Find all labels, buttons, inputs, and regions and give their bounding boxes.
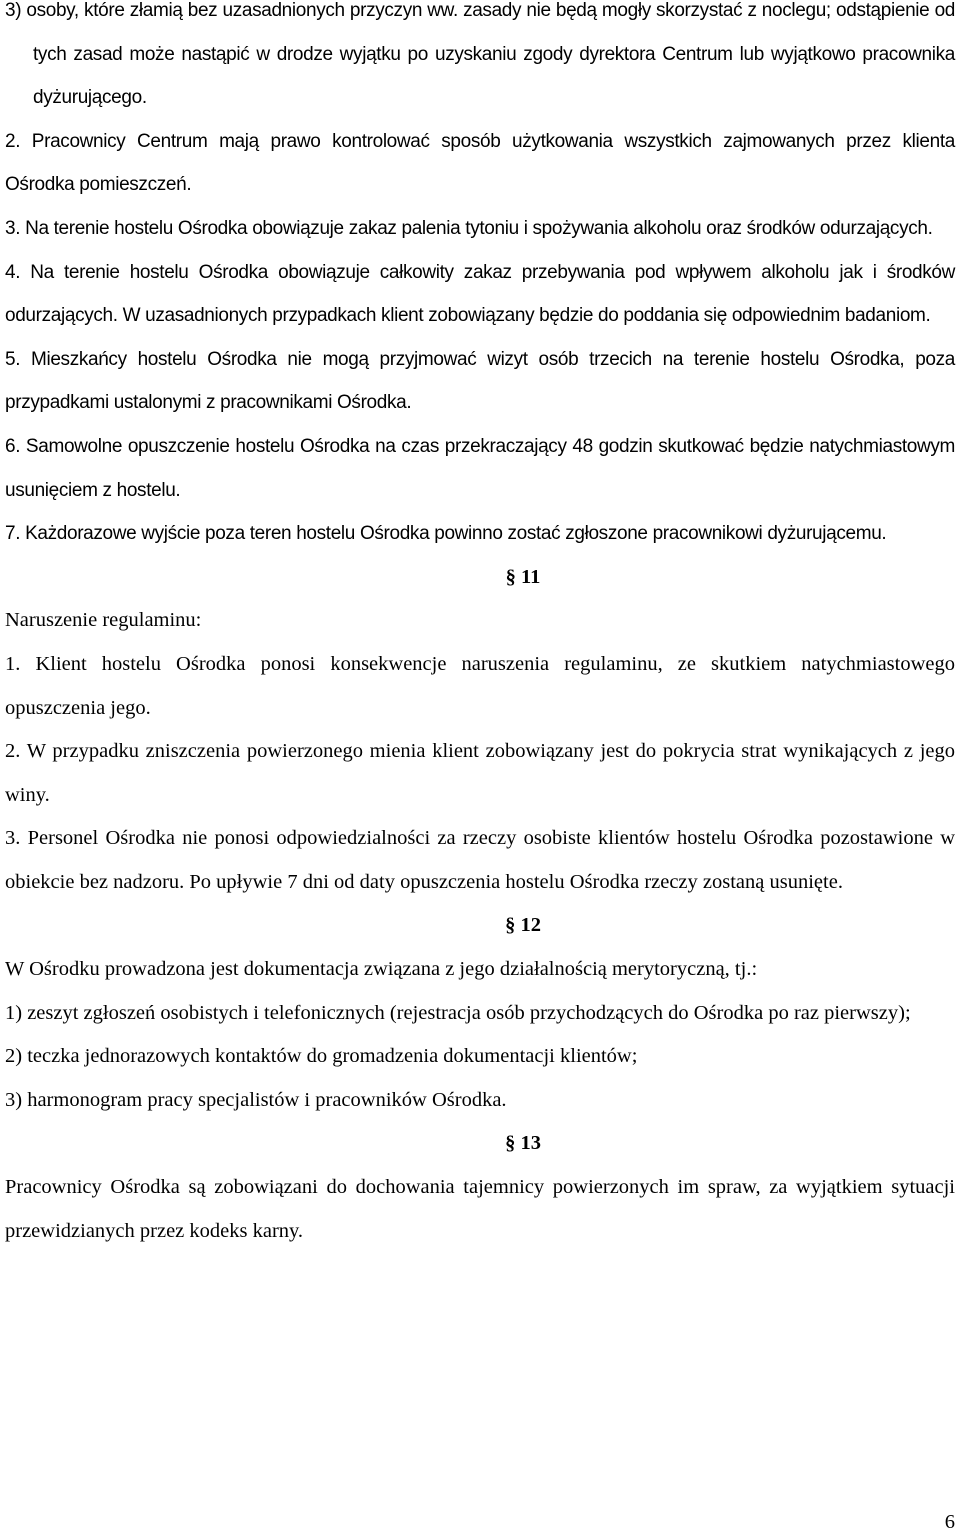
paragraph-4: 4. Na terenie hostelu Ośrodka obowiązuje całkowity zakaz przebywania pod wpływem alkoholu jak i środków odurzających. W uzasadnionych przypadkach klient zobowiązany będzie do poddania się odpowiednim badaniom. [5,261,955,327]
paragraph-2: 2. Pracownicy Centrum mają prawo kontrolować sposób użytkowania wszystkich zajmowanych przez klienta Ośrodka pomieszczeń. [5,130,955,196]
paragraph-5: 5. Mieszkańcy hostelu Ośrodka nie mogą przyjmować wizyt osób trzecich na terenie hostelu Ośrodka, poza przypadkami ustalonymi z pracownikami Ośrodka. [5,348,955,414]
section-13-text: Pracownicy Ośrodka są zobowiązani do dochowania tajemnicy powierzonych im spraw, za wyjątkiem sytuacji przewidzianych przez kodeks karny. [5,1176,955,1242]
document-page [5,0,955,1253]
paragraph-3: 3. Na terenie hostelu Ośrodka obowiązuje zakaz palenia tytoniu i spożywania alkoholu oraz środków odurzających. [5,217,933,239]
section-11-paragraph-1: 1. Klient hostelu Ośrodka ponosi konsekwencje naruszenia regulaminu, ze skutkiem natychmiastowego opuszczenia jego. [5,652,955,719]
list-item: 1) zeszyt zgłoszeń osobistych i telefonicznych (rejestracja osób przychodzących do Ośrodka po raz pierwszy); [5,1001,911,1024]
list-item-3-continued: 3) osoby, które złamią bez uzasadnionych przyczyn ww. zasady nie będą mogły skorzystać z noclegu; odstąpienie od tych zasad może nastąpić w drodze wyjątku po uzyskaniu zgody dyrektora Centrum lub wyjątkowo pracownika dyżurującego. [5,0,955,109]
section-12-intro: W Ośrodku prowadzona jest dokumentacja związana z jego działalnością merytoryczną, tj.: [5,958,758,981]
section-12-heading: § 12 [505,914,541,937]
paragraph-7: 7. Każdorazowe wyjście poza teren hostelu Ośrodka powinno zostać zgłoszone pracownikowi dyżurującemu. [5,523,887,545]
page-number: 6 [944,1511,955,1533]
section-11-intro: Naruszenie regulaminu: [5,609,202,632]
list-item: 3) harmonogram pracy specjalistów i pracowników Ośrodka. [5,1088,507,1111]
section-11-paragraph-2: 2. W przypadku zniszczenia powierzonego mienia klient zobowiązany jest do pokrycia strat wynikających z jego winy. [5,740,955,806]
section-13-heading: § 13 [505,1132,541,1155]
paragraph-6: 6. Samowolne opuszczenie hostelu Ośrodka na czas przekraczający 48 godzin skutkować będzie natychmiastowym usunięciem z hostelu. [5,435,955,501]
section-11-heading: § 11 [505,565,541,588]
list-item: 2) teczka jednorazowych kontaktów do gromadzenia dokumentacji klientów; [5,1045,638,1068]
section-11-paragraph-3: 3. Personel Ośrodka nie ponosi odpowiedzialności za rzeczy osobiste klientów hostelu Ośrodka pozostawione w obiekcie bez nadzoru. Po upływie 7 dni od daty opuszczenia hostelu Ośrodka rzeczy zostaną usunięte. [5,827,955,893]
